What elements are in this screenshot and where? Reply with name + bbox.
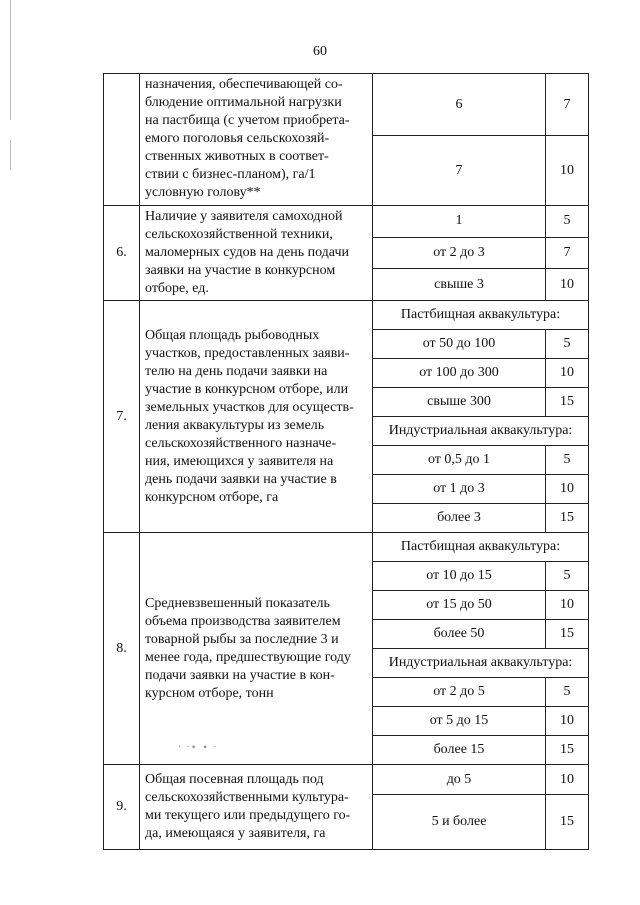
value-range: более 3 [373, 504, 546, 533]
score-points: 15 [546, 795, 589, 850]
criterion-number: 9. [104, 765, 140, 850]
score-points: 15 [546, 504, 589, 533]
scan-edge-mark [10, 0, 11, 120]
table-row [104, 301, 589, 330]
value-range: более 15 [373, 736, 546, 765]
value-range: более 50 [373, 620, 546, 649]
value-range: от 2 до 5 [373, 678, 546, 707]
value-range: от 10 до 15 [373, 562, 546, 591]
score-points: 10 [546, 136, 589, 206]
criterion-number: 8. [104, 533, 140, 765]
score-points: 10 [546, 269, 589, 301]
value-range: 7 [373, 136, 546, 206]
value-range: 5 и более [373, 795, 546, 850]
aquaculture-type-heading: Пастбищная аквакультура: [373, 533, 589, 562]
criteria-table [103, 73, 589, 850]
value-range: 6 [373, 74, 546, 136]
score-points: 7 [546, 74, 589, 136]
table-row [104, 206, 589, 238]
score-points: 7 [546, 237, 589, 269]
score-points: 15 [546, 620, 589, 649]
criterion-number: 6. [104, 206, 140, 301]
aquaculture-type-heading: Пастбищная аквакультура: [373, 301, 589, 330]
criterion-description: Наличие у заявителя самоходной сельскохозяйственной техники, маломерных судов на день подачи заявки на участие в конкурсном отборе, ед. [140, 206, 373, 301]
score-points: 15 [546, 736, 589, 765]
scan-noise: · ·∙ ∙ · [178, 742, 218, 753]
scan-edge-mark [10, 140, 11, 170]
score-points: 10 [546, 475, 589, 504]
criterion-description: Общая площадь рыбоводных участков, предоставленных заяви- телю на день подачи заявки на участие в конкурсном отборе, или земельных участков для осуществ- ления аквакультуры из земель сельскохозяйственного назначе- ния, имеющихся у заявителя на день подачи заявки на участие в конкурсном отборе, га [140, 301, 373, 533]
value-range: от 15 до 50 [373, 591, 546, 620]
criterion-description: Средневзвешенный показатель объема производства заявителем товарной рыбы за последние 3 и менее года, предшествующие году подачи заявки на участие в кон- курсном отборе, тонн [140, 533, 373, 765]
score-points: 5 [546, 446, 589, 475]
value-range: до 5 [373, 765, 546, 795]
value-range: свыше 3 [373, 269, 546, 301]
value-range: от 0,5 до 1 [373, 446, 546, 475]
score-points: 10 [546, 359, 589, 388]
score-points: 5 [546, 678, 589, 707]
value-range: от 50 до 100 [373, 330, 546, 359]
score-points: 10 [546, 591, 589, 620]
value-range: от 1 до 3 [373, 475, 546, 504]
criterion-number [104, 74, 140, 206]
aquaculture-type-heading: Индустриальная аквакультура: [373, 417, 589, 446]
value-range: от 5 до 15 [373, 707, 546, 736]
value-range: свыше 300 [373, 388, 546, 417]
table-row [104, 765, 589, 795]
score-points: 10 [546, 765, 589, 795]
aquaculture-type-heading: Индустриальная аквакультура: [373, 649, 589, 678]
table-row [104, 74, 589, 136]
value-range: 1 [373, 206, 546, 238]
criterion-number: 7. [104, 301, 140, 533]
value-range: от 100 до 300 [373, 359, 546, 388]
score-points: 5 [546, 206, 589, 238]
score-points: 5 [546, 330, 589, 359]
page-number: 60 [313, 44, 327, 59]
value-range: от 2 до 3 [373, 237, 546, 269]
score-points: 5 [546, 562, 589, 591]
score-points: 15 [546, 388, 589, 417]
score-points: 10 [546, 707, 589, 736]
criterion-description: назначения, обеспечивающей со- блюдение оптимальной нагрузки на пастбища (с учетом приобрета- емого поголовья сельскохозяй- ственных животных в соответ- ствии с бизнес-планом), га/1 условную голову** [140, 74, 373, 206]
table-row [104, 533, 589, 562]
criterion-description: Общая посевная площадь под сельскохозяйственными культура- ми текущего или предыдущего го- да, имеющаяся у заявителя, га [140, 765, 373, 850]
